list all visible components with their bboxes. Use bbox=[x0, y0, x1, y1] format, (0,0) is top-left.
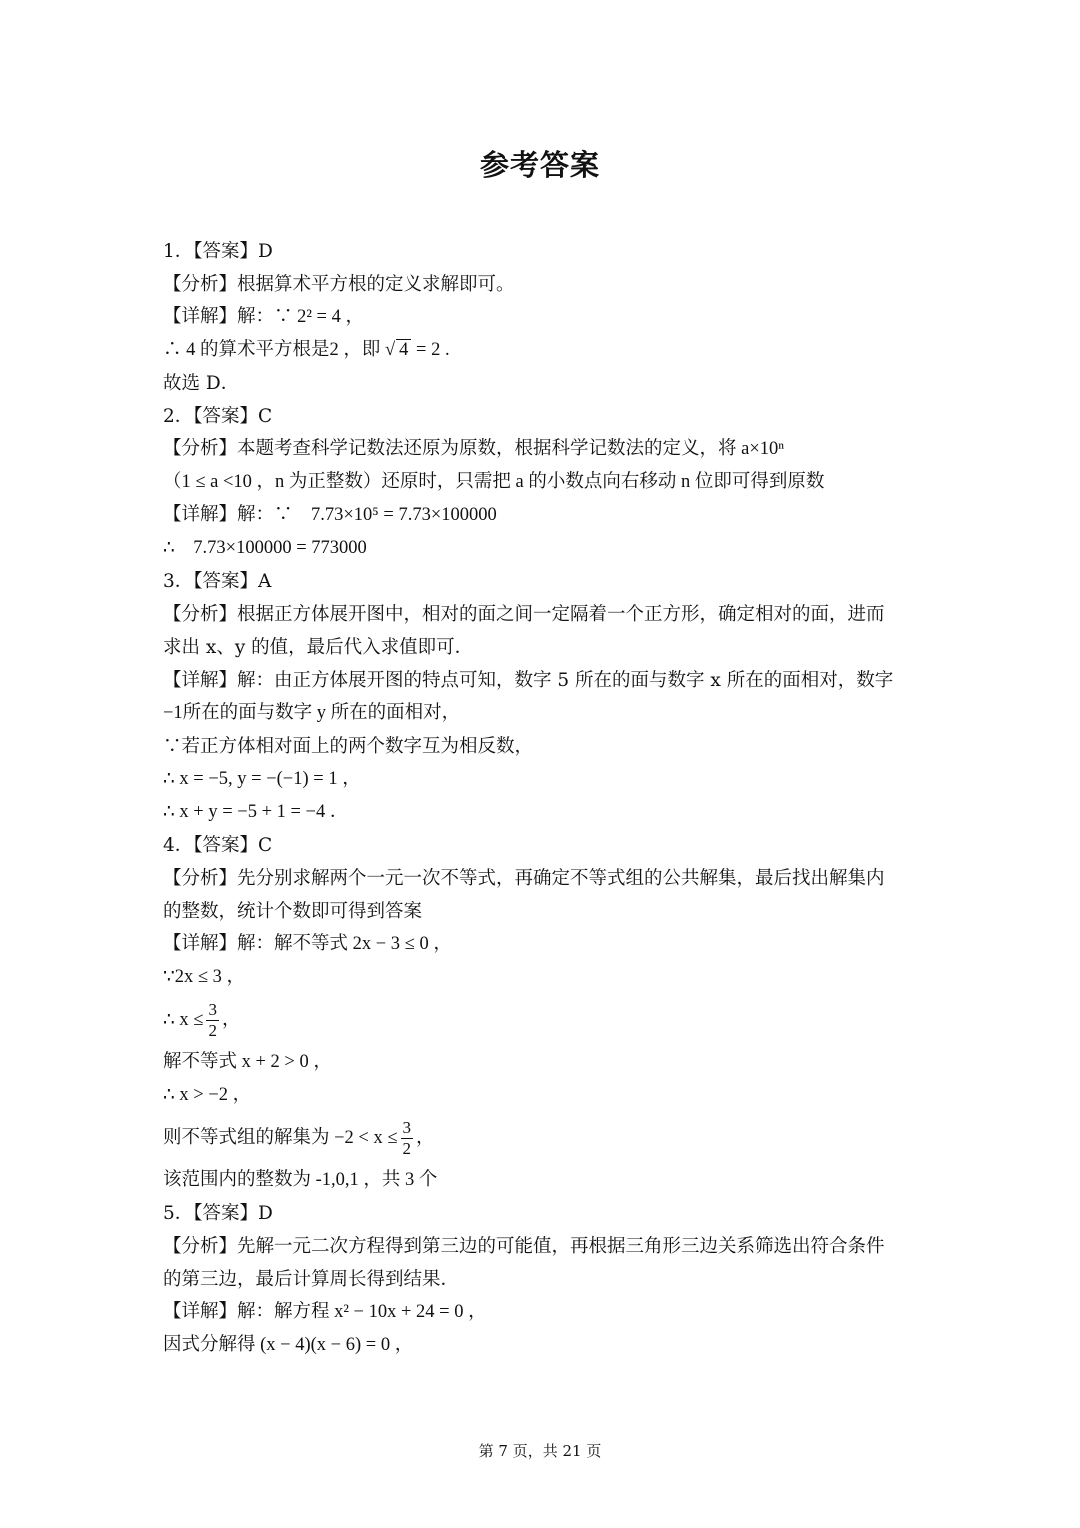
q4-detail-5: ∴ x > −2 ， bbox=[163, 1085, 252, 1105]
q5-analysis-2: 的第三边，最后计算周长得到结果． bbox=[163, 1269, 460, 1290]
q1-detail-1: 【详解】解：∵ 2² = 4 ， bbox=[163, 307, 364, 327]
page-title: 参考答案 bbox=[479, 148, 600, 182]
q3-detail-4: ∴ x = −5, y = −(−1) = 1 ， bbox=[163, 769, 361, 789]
q4-detail-1: 【详解】解：解不等式 2x − 3 ≤ 0 ， bbox=[163, 934, 452, 954]
q3-detail-5: ∴ x + y = −5 + 1 = −4 ． bbox=[163, 802, 349, 822]
q3-analysis-1: 【分析】根据正方体展开图中，相对的面之间一定隔着一个正方形，确定相对的面，进而 bbox=[163, 604, 885, 625]
q2-analysis-1: 【分析】本题考查科学记数法还原为原数，根据科学记数法的定义，将 a×10ⁿ bbox=[163, 439, 785, 459]
answer-content bbox=[163, 235, 915, 1362]
fraction-denominator: 2 bbox=[208, 1021, 217, 1041]
q4-analysis-1: 【分析】先分别求解两个一元一次不等式，再确定不等式组的公共解集，最后找出解集内 bbox=[163, 868, 885, 889]
q1-detail-3: 故选 D． bbox=[163, 373, 240, 394]
fraction-numerator: 3 bbox=[402, 1118, 412, 1138]
q4-detail-6-post: ， bbox=[416, 1128, 435, 1148]
page-footer: 第 7 页，共 21 页 bbox=[478, 1442, 602, 1460]
q2-header: 2．【答案】C bbox=[163, 406, 273, 427]
q4-detail-7: 该范围内的整数为 -1,0,1 ，共 3 个 bbox=[163, 1170, 438, 1190]
q2-detail-1: 【详解】解：∵ 7.73×10⁵ = 7.73×100000 bbox=[163, 505, 497, 525]
q4-detail-3-post: ， bbox=[221, 1010, 241, 1030]
q3-detail-2: −1所在的面与数字 y 所在的面相对， bbox=[163, 703, 461, 723]
q1-header: 1．【答案】D bbox=[163, 241, 273, 262]
fraction-denominator: 2 bbox=[402, 1139, 412, 1159]
q4-header: 4．【答案】C bbox=[163, 835, 273, 856]
q4-detail-3-pre: ∴ x ≤ bbox=[163, 1010, 204, 1030]
q3-header: 3．【答案】A bbox=[163, 571, 272, 592]
q1-detail-2-pre: ∴ 4 的算术平方根是2 ，即 bbox=[163, 340, 381, 360]
q4-analysis-2: 的整数，统计个数即可得到答案 bbox=[163, 901, 423, 922]
q2-detail-2: ∴ 7.73×100000 = 773000 bbox=[163, 538, 367, 558]
q5-header: 5．【答案】D bbox=[163, 1203, 273, 1224]
fraction-numerator: 3 bbox=[208, 1000, 217, 1020]
q1-detail-2-post: = 2 . bbox=[416, 340, 450, 360]
q3-detail-3: ∵若正方体相对面上的两个数字互为相反数， bbox=[163, 736, 534, 757]
q4-detail-4: 解不等式 x + 2 > 0 ， bbox=[163, 1052, 332, 1072]
sqrt-symbol: √ bbox=[385, 340, 396, 360]
sqrt-radicand: 4 bbox=[396, 339, 411, 360]
fraction bbox=[206, 1000, 219, 1041]
q3-analysis-2: 求出 x、y 的值，最后代入求值即可． bbox=[163, 637, 474, 658]
q2-analysis-2: （1 ≤ a <10 ，n 为正整数）还原时，只需把 a 的小数点向右移动 n 位即可得到原数 bbox=[163, 472, 825, 492]
q5-detail-1: 【详解】解：解方程 x² − 10x + 24 = 0 ， bbox=[163, 1302, 487, 1322]
q4-detail-3 bbox=[163, 994, 915, 1046]
fraction bbox=[401, 1118, 414, 1159]
q5-analysis-1: 【分析】先解一元二次方程得到第三边的可能值，再根据三角形三边关系筛选出符合条件 bbox=[163, 1236, 885, 1257]
q3-detail-1: 【详解】解：由正方体展开图的特点可知，数字 5 所在的面与数字 x 所在的面相对，数字 bbox=[163, 670, 894, 691]
q1-analysis: 【分析】根据算术平方根的定义求解即可。 bbox=[163, 274, 515, 295]
q5-detail-2: 因式分解得 (x − 4)(x − 6) = 0 ， bbox=[163, 1335, 414, 1355]
q1-detail-2 bbox=[163, 334, 915, 367]
q4-detail-6-pre: 则不等式组的解集为 −2 < x ≤ bbox=[163, 1128, 398, 1148]
q4-detail-2: ∵2x ≤ 3 ， bbox=[163, 967, 246, 987]
q4-detail-6 bbox=[163, 1112, 915, 1164]
